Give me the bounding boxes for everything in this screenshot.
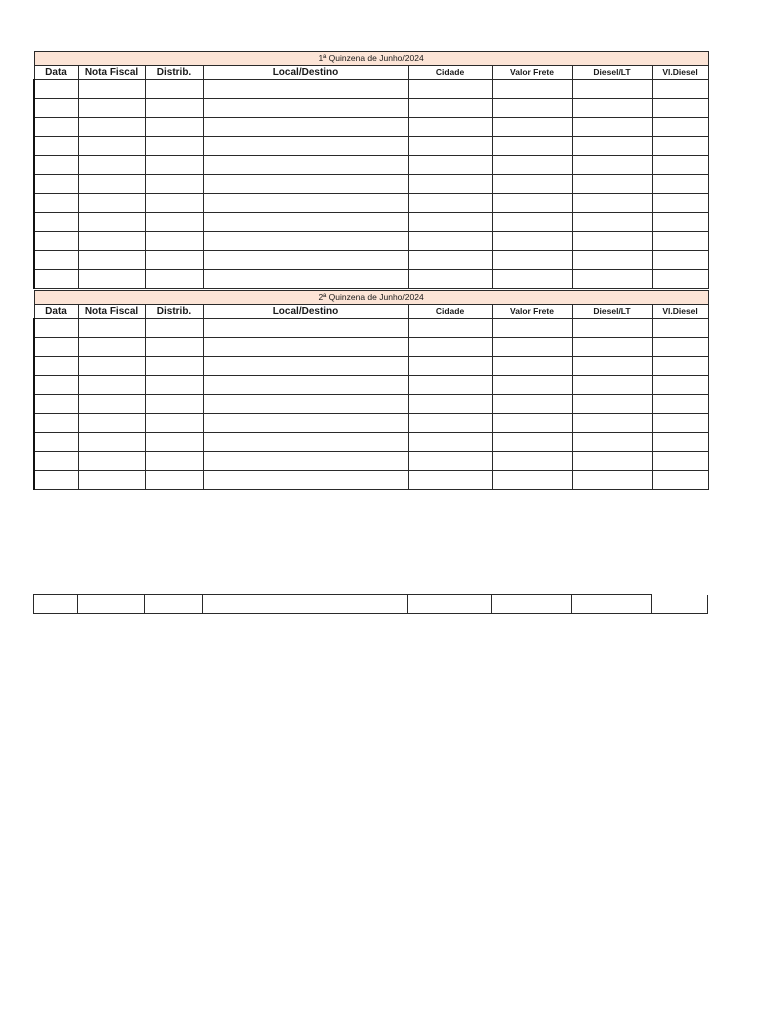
- cell-data[interactable]: [34, 99, 78, 118]
- cell-valor-frete[interactable]: [492, 433, 572, 452]
- cell-vl-diesel[interactable]: [652, 118, 708, 137]
- table-row: [34, 338, 708, 357]
- cell-valor-frete[interactable]: [492, 414, 572, 433]
- cell-vl-diesel[interactable]: [652, 194, 708, 213]
- column-header-valor-frete: Valor Frete: [492, 305, 572, 319]
- cell-vl-diesel[interactable]: [652, 395, 708, 414]
- cell-data[interactable]: [34, 414, 78, 433]
- cell-data[interactable]: [34, 395, 78, 414]
- cell-local-destino[interactable]: [203, 232, 408, 251]
- cell-vl-diesel[interactable]: [652, 338, 708, 357]
- cell-diesel-lt[interactable]: [572, 414, 652, 433]
- table-row: [34, 118, 708, 137]
- cell-cidade[interactable]: [408, 156, 492, 175]
- cell-cidade[interactable]: [408, 137, 492, 156]
- cell-vl-diesel[interactable]: [652, 414, 708, 433]
- cell-data[interactable]: [34, 80, 78, 99]
- cell-local-destino[interactable]: [203, 175, 408, 194]
- cell-distrib[interactable]: [145, 137, 203, 156]
- cell-cidade[interactable]: [408, 395, 492, 414]
- cell-local-destino[interactable]: [203, 80, 408, 99]
- column-header-distrib: Distrib.: [145, 66, 203, 80]
- cell-vl-diesel[interactable]: [652, 376, 708, 395]
- cell-nota-fiscal[interactable]: [78, 376, 145, 395]
- column-header-nota-fiscal: Nota Fiscal: [78, 66, 145, 80]
- cell-vl-diesel[interactable]: [652, 137, 708, 156]
- cell-local-destino[interactable]: [203, 414, 408, 433]
- cell-distrib[interactable]: [145, 319, 203, 338]
- column-header-cidade: Cidade: [408, 66, 492, 80]
- cell-nota-fiscal[interactable]: [78, 414, 145, 433]
- cell-cidade[interactable]: [408, 213, 492, 232]
- quinzena-2-title: 2ª Quinzena de Junho/2024: [34, 291, 708, 305]
- cell-valor-frete[interactable]: [492, 452, 572, 471]
- cell-diesel-lt[interactable]: [572, 137, 652, 156]
- cell-distrib[interactable]: [145, 376, 203, 395]
- column-header-nota-fiscal: Nota Fiscal: [78, 305, 145, 319]
- cell-local-destino[interactable]: [203, 99, 408, 118]
- cell-valor-frete[interactable]: [492, 194, 572, 213]
- cell-cidade[interactable]: [408, 319, 492, 338]
- cell-data[interactable]: [34, 357, 78, 376]
- cell-local-destino[interactable]: [203, 118, 408, 137]
- quinzena-2-sheet: [33, 290, 707, 490]
- cell-diesel-lt[interactable]: [572, 156, 652, 175]
- cell-nota-fiscal[interactable]: [78, 118, 145, 137]
- extra-row-sheet: [33, 594, 707, 614]
- column-header-valor-frete: Valor Frete: [492, 66, 572, 80]
- cell-nota-fiscal[interactable]: [78, 319, 145, 338]
- cell-valor-frete[interactable]: [492, 376, 572, 395]
- extra-table-row: [34, 595, 708, 614]
- table-row: [34, 471, 708, 490]
- cell-diesel-lt[interactable]: [572, 595, 652, 614]
- cell-valor-frete[interactable]: [492, 357, 572, 376]
- cell-diesel-lt[interactable]: [572, 357, 652, 376]
- cell-local-destino[interactable]: [203, 338, 408, 357]
- column-header-diesel-lt: Diesel/LT: [572, 305, 652, 319]
- cell-nota-fiscal[interactable]: [78, 213, 145, 232]
- table-row: [34, 137, 708, 156]
- cell-cidade[interactable]: [408, 471, 492, 490]
- quinzena-1-body: [34, 52, 708, 289]
- cell-diesel-lt[interactable]: [572, 452, 652, 471]
- cell-vl-diesel[interactable]: [652, 99, 708, 118]
- cell-local-destino[interactable]: [203, 357, 408, 376]
- cell-data[interactable]: [34, 471, 78, 490]
- cell-vl-diesel[interactable]: [652, 213, 708, 232]
- extra-row-table: [33, 594, 708, 614]
- cell-local-destino[interactable]: [203, 137, 408, 156]
- cell-vl-diesel[interactable]: [652, 319, 708, 338]
- cell-nota-fiscal[interactable]: [78, 433, 145, 452]
- cell-cidade[interactable]: [408, 80, 492, 99]
- cell-cidade[interactable]: [408, 99, 492, 118]
- cell-local-destino[interactable]: [203, 471, 408, 490]
- table-row: [34, 414, 708, 433]
- cell-nota-fiscal[interactable]: [78, 338, 145, 357]
- cell-nota-fiscal[interactable]: [78, 471, 145, 490]
- cell-nota-fiscal[interactable]: [78, 175, 145, 194]
- cell-valor-frete[interactable]: [492, 338, 572, 357]
- cell-distrib[interactable]: [145, 357, 203, 376]
- column-header-data: Data: [34, 305, 78, 319]
- cell-nota-fiscal[interactable]: [78, 251, 145, 270]
- cell-cidade[interactable]: [408, 270, 492, 289]
- cell-valor-frete[interactable]: [492, 319, 572, 338]
- cell-valor-frete[interactable]: [492, 213, 572, 232]
- table-row: [34, 156, 708, 175]
- table-row: [34, 270, 708, 289]
- cell-nota-fiscal[interactable]: [78, 270, 145, 289]
- column-header-distrib: Distrib.: [145, 305, 203, 319]
- cell-nota-fiscal[interactable]: [78, 595, 145, 614]
- cell-valor-frete[interactable]: [492, 175, 572, 194]
- column-header-vl-diesel: Vl.Diesel: [652, 305, 708, 319]
- cell-nota-fiscal[interactable]: [78, 194, 145, 213]
- cell-distrib[interactable]: [145, 175, 203, 194]
- cell-local-destino[interactable]: [203, 251, 408, 270]
- column-header-local-destino: Local/Destino: [203, 66, 408, 80]
- cell-diesel-lt[interactable]: [572, 232, 652, 251]
- cell-local-destino[interactable]: [203, 433, 408, 452]
- cell-diesel-lt[interactable]: [572, 471, 652, 490]
- cell-data[interactable]: [34, 213, 78, 232]
- cell-distrib[interactable]: [145, 251, 203, 270]
- cell-distrib[interactable]: [145, 156, 203, 175]
- column-header-cidade: Cidade: [408, 305, 492, 319]
- quinzena-2-header-row: [34, 305, 708, 319]
- cell-cidade[interactable]: [408, 338, 492, 357]
- cell-vl-diesel[interactable]: [652, 357, 708, 376]
- cell-distrib[interactable]: [145, 433, 203, 452]
- quinzena-1-sheet: [33, 51, 707, 289]
- cell-distrib[interactable]: [145, 395, 203, 414]
- cell-valor-frete[interactable]: [492, 80, 572, 99]
- table-row: [34, 452, 708, 471]
- table-row: [34, 232, 708, 251]
- cell-local-destino[interactable]: [203, 156, 408, 175]
- cell-data[interactable]: [34, 338, 78, 357]
- cell-vl-diesel[interactable]: [652, 452, 708, 471]
- table-row: [34, 376, 708, 395]
- column-header-diesel-lt: Diesel/LT: [572, 66, 652, 80]
- cell-cidade[interactable]: [408, 452, 492, 471]
- cell-valor-frete[interactable]: [492, 595, 572, 614]
- cell-distrib[interactable]: [145, 471, 203, 490]
- cell-cidade[interactable]: [408, 194, 492, 213]
- quinzena-1-title: 1ª Quinzena de Junho/2024: [34, 52, 708, 66]
- column-header-data: Data: [34, 66, 78, 80]
- table-row: [34, 357, 708, 376]
- table-row: [34, 175, 708, 194]
- cell-diesel-lt[interactable]: [572, 175, 652, 194]
- table-row: [34, 319, 708, 338]
- table-row: [34, 395, 708, 414]
- cell-valor-frete[interactable]: [492, 270, 572, 289]
- cell-vl-diesel[interactable]: [652, 433, 708, 452]
- cell-data[interactable]: [34, 118, 78, 137]
- cell-cidade[interactable]: [408, 414, 492, 433]
- cell-nota-fiscal[interactable]: [78, 395, 145, 414]
- cell-diesel-lt[interactable]: [572, 194, 652, 213]
- cell-data[interactable]: [34, 595, 78, 614]
- cell-local-destino[interactable]: [203, 376, 408, 395]
- cell-data[interactable]: [34, 194, 78, 213]
- cell-data[interactable]: [34, 433, 78, 452]
- cell-diesel-lt[interactable]: [572, 319, 652, 338]
- cell-data[interactable]: [34, 270, 78, 289]
- cell-diesel-lt[interactable]: [572, 338, 652, 357]
- cell-valor-frete[interactable]: [492, 232, 572, 251]
- column-header-vl-diesel: Vl.Diesel: [652, 66, 708, 80]
- cell-diesel-lt[interactable]: [572, 118, 652, 137]
- cell-data[interactable]: [34, 251, 78, 270]
- cell-valor-frete[interactable]: [492, 156, 572, 175]
- cell-cidade[interactable]: [408, 251, 492, 270]
- cell-diesel-lt[interactable]: [572, 433, 652, 452]
- cell-vl-diesel[interactable]: [652, 595, 708, 614]
- cell-distrib[interactable]: [145, 213, 203, 232]
- cell-vl-diesel[interactable]: [652, 232, 708, 251]
- cell-vl-diesel[interactable]: [652, 270, 708, 289]
- cell-cidade[interactable]: [408, 433, 492, 452]
- cell-nota-fiscal[interactable]: [78, 156, 145, 175]
- cell-valor-frete[interactable]: [492, 137, 572, 156]
- cell-valor-frete[interactable]: [492, 99, 572, 118]
- cell-data[interactable]: [34, 232, 78, 251]
- cell-diesel-lt[interactable]: [572, 213, 652, 232]
- cell-local-destino[interactable]: [203, 194, 408, 213]
- cell-local-destino[interactable]: [203, 395, 408, 414]
- cell-data[interactable]: [34, 137, 78, 156]
- table-row: [34, 213, 708, 232]
- cell-data[interactable]: [34, 452, 78, 471]
- cell-distrib[interactable]: [145, 270, 203, 289]
- cell-data[interactable]: [34, 156, 78, 175]
- cell-cidade[interactable]: [408, 232, 492, 251]
- quinzena-2-table: [33, 290, 709, 490]
- cell-vl-diesel[interactable]: [652, 471, 708, 490]
- table-row: [34, 251, 708, 270]
- cell-distrib[interactable]: [145, 80, 203, 99]
- table-row: [34, 99, 708, 118]
- quinzena-2-body: [34, 291, 708, 490]
- cell-vl-diesel[interactable]: [652, 175, 708, 194]
- cell-distrib[interactable]: [145, 452, 203, 471]
- cell-local-destino[interactable]: [203, 270, 408, 289]
- cell-distrib[interactable]: [145, 194, 203, 213]
- cell-diesel-lt[interactable]: [572, 80, 652, 99]
- cell-local-destino[interactable]: [203, 452, 408, 471]
- cell-nota-fiscal[interactable]: [78, 137, 145, 156]
- cell-distrib[interactable]: [145, 414, 203, 433]
- cell-diesel-lt[interactable]: [572, 270, 652, 289]
- cell-distrib[interactable]: [145, 118, 203, 137]
- cell-cidade[interactable]: [408, 595, 492, 614]
- cell-valor-frete[interactable]: [492, 118, 572, 137]
- cell-data[interactable]: [34, 319, 78, 338]
- cell-nota-fiscal[interactable]: [78, 80, 145, 99]
- cell-local-destino[interactable]: [203, 595, 408, 614]
- cell-nota-fiscal[interactable]: [78, 357, 145, 376]
- cell-diesel-lt[interactable]: [572, 376, 652, 395]
- column-header-local-destino: Local/Destino: [203, 305, 408, 319]
- cell-local-destino[interactable]: [203, 213, 408, 232]
- cell-distrib[interactable]: [145, 338, 203, 357]
- cell-cidade[interactable]: [408, 118, 492, 137]
- cell-distrib[interactable]: [145, 99, 203, 118]
- cell-vl-diesel[interactable]: [652, 156, 708, 175]
- cell-valor-frete[interactable]: [492, 251, 572, 270]
- cell-vl-diesel[interactable]: [652, 80, 708, 99]
- cell-vl-diesel[interactable]: [652, 251, 708, 270]
- table-row: [34, 433, 708, 452]
- cell-valor-frete[interactable]: [492, 395, 572, 414]
- cell-cidade[interactable]: [408, 357, 492, 376]
- cell-nota-fiscal[interactable]: [78, 99, 145, 118]
- cell-diesel-lt[interactable]: [572, 395, 652, 414]
- table-row: [34, 194, 708, 213]
- cell-distrib[interactable]: [145, 595, 203, 614]
- cell-distrib[interactable]: [145, 232, 203, 251]
- extra-row-body: [34, 595, 708, 614]
- quinzena-1-header-row: [34, 66, 708, 80]
- cell-valor-frete[interactable]: [492, 471, 572, 490]
- cell-nota-fiscal[interactable]: [78, 232, 145, 251]
- cell-diesel-lt[interactable]: [572, 99, 652, 118]
- cell-nota-fiscal[interactable]: [78, 452, 145, 471]
- cell-data[interactable]: [34, 376, 78, 395]
- cell-data[interactable]: [34, 175, 78, 194]
- cell-cidade[interactable]: [408, 376, 492, 395]
- cell-diesel-lt[interactable]: [572, 251, 652, 270]
- quinzena-1-table: [33, 51, 709, 289]
- cell-local-destino[interactable]: [203, 319, 408, 338]
- table-row: [34, 80, 708, 99]
- cell-cidade[interactable]: [408, 175, 492, 194]
